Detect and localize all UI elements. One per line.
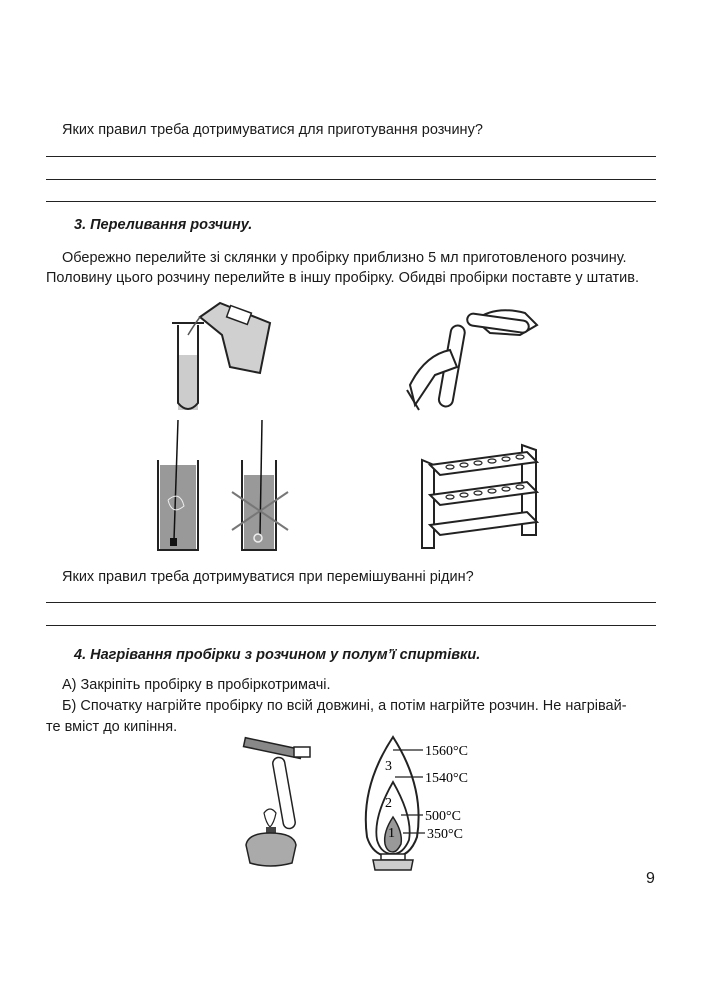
step-a: А) Закріпіть пробірку в пробіркотримачі.: [62, 677, 331, 693]
section-4-heading: 4. Нагрівання пробірки з розчином у полум’ї спиртівки.: [74, 647, 481, 663]
section-3-paragraph-line2: Половину цього розчину перелийте в іншу пробірку. Обидві пробірки поставте у штатив.: [46, 270, 640, 286]
flame-temperature-label: 500°С: [425, 809, 461, 824]
test-tube-rack-illustration: [412, 440, 552, 555]
answer-line[interactable]: [46, 602, 656, 603]
answer-line[interactable]: [46, 156, 656, 157]
question-mixing-rules: Яких правил треба дотримуватися при перемішуванні рідин?: [62, 569, 474, 585]
flame-zone-label: 3: [385, 759, 392, 774]
pouring-beaker-illustration: [160, 295, 290, 415]
flame-zone-label: 2: [385, 796, 392, 811]
spirit-lamp-heating-illustration: [240, 735, 320, 870]
step-b-line2: те вміст до кипіння.: [46, 719, 178, 735]
flame-temperature-label: 1540°С: [425, 771, 468, 786]
flame-zones-diagram: [355, 732, 505, 872]
hands-pouring-tubes-illustration: [405, 295, 545, 415]
flame-zone-label: 1: [388, 826, 395, 841]
step-b-line1: Б) Спочатку нагрійте пробірку по всій довжині, а потім нагрійте розчин. Не нагрівай-: [62, 698, 627, 714]
section-3-paragraph-line1: Обережно перелийте зі склянки у пробірку приблизно 5 мл приготовленого розчину.: [62, 250, 627, 266]
flame-temperature-label: 350°С: [427, 827, 463, 842]
flame-temperature-label: 1560°С: [425, 744, 468, 759]
question-preparation-rules: Яких правил треба дотримуватися для приготування розчину?: [62, 122, 483, 138]
section-3-heading: 3. Переливання розчину.: [74, 217, 253, 233]
answer-line[interactable]: [46, 179, 656, 180]
stirring-tubes-illustration: [150, 420, 280, 555]
page-number: 9: [646, 870, 655, 887]
answer-line[interactable]: [46, 625, 656, 626]
answer-line[interactable]: [46, 201, 656, 202]
